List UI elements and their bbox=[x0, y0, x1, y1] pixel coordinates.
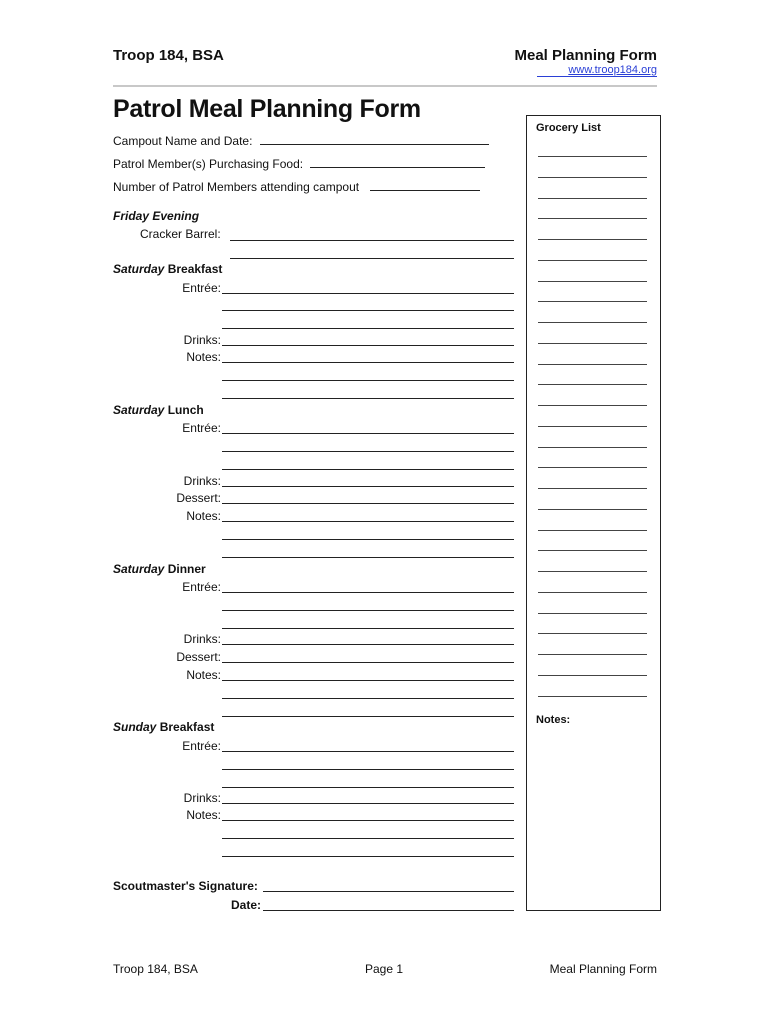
entree-label: Entrée: bbox=[182, 421, 221, 435]
header-form-name: Meal Planning Form bbox=[514, 47, 657, 64]
entree-line[interactable] bbox=[222, 469, 514, 470]
purchasing-label: Patrol Member(s) Purchasing Food: bbox=[113, 157, 304, 171]
grocery-line[interactable] bbox=[538, 447, 647, 448]
section-friday-evening: Friday Evening bbox=[113, 209, 200, 223]
campout-blank[interactable] bbox=[260, 133, 489, 145]
grocery-line[interactable] bbox=[538, 322, 647, 323]
notes-label: Notes: bbox=[186, 350, 221, 364]
dessert-line[interactable] bbox=[222, 662, 514, 663]
notes-line[interactable] bbox=[222, 698, 514, 699]
signature-date-label: Date: bbox=[231, 898, 262, 912]
grocery-line[interactable] bbox=[538, 633, 647, 634]
section-sunday-breakfast: Sunday Breakfast bbox=[113, 720, 215, 734]
notes-line[interactable] bbox=[222, 838, 514, 839]
notes-line[interactable] bbox=[222, 521, 514, 522]
grocery-list-title: Grocery List bbox=[536, 122, 601, 134]
notes-label: Notes: bbox=[186, 509, 221, 523]
section-saturday-lunch: Saturday Lunch bbox=[113, 403, 204, 417]
grocery-line[interactable] bbox=[538, 550, 647, 551]
dessert-label: Dessert: bbox=[176, 491, 221, 505]
page-title: Patrol Meal Planning Form bbox=[113, 95, 421, 123]
notes-line[interactable] bbox=[222, 856, 514, 857]
entree-label: Entrée: bbox=[182, 580, 221, 594]
entree-line[interactable] bbox=[222, 433, 514, 434]
header-url-link[interactable]: www.troop184.org bbox=[537, 64, 657, 77]
attending-label: Number of Patrol Members attending campout bbox=[113, 180, 360, 194]
notes-line[interactable] bbox=[222, 820, 514, 821]
entree-line[interactable] bbox=[222, 310, 514, 311]
grocery-line[interactable] bbox=[538, 156, 647, 157]
drinks-label: Drinks: bbox=[183, 791, 221, 805]
entree-line[interactable] bbox=[222, 610, 514, 611]
grocery-line[interactable] bbox=[538, 301, 647, 302]
grocery-line[interactable] bbox=[538, 613, 647, 614]
grocery-line[interactable] bbox=[538, 343, 647, 344]
dessert-label: Dessert: bbox=[176, 650, 221, 664]
grocery-line[interactable] bbox=[538, 198, 647, 199]
grocery-list-box bbox=[526, 115, 661, 911]
footer-form-name: Meal Planning Form bbox=[549, 962, 657, 976]
entree-line[interactable] bbox=[222, 769, 514, 770]
notes-label: Notes: bbox=[186, 808, 221, 822]
grocery-line[interactable] bbox=[538, 384, 647, 385]
grocery-line[interactable] bbox=[538, 281, 647, 282]
notes-label: Notes: bbox=[186, 668, 221, 682]
grocery-line[interactable] bbox=[538, 592, 647, 593]
signature-label: Scoutmaster's Signature: bbox=[113, 879, 258, 893]
grocery-line[interactable] bbox=[538, 654, 647, 655]
section-saturday-breakfast: Saturday Breakfast bbox=[113, 262, 223, 276]
notes-line[interactable] bbox=[222, 716, 514, 717]
dessert-line[interactable] bbox=[222, 503, 514, 504]
grocery-line[interactable] bbox=[538, 696, 647, 697]
grocery-line[interactable] bbox=[538, 509, 647, 510]
entree-line[interactable] bbox=[222, 787, 514, 788]
signature-line[interactable] bbox=[263, 891, 514, 892]
notes-line[interactable] bbox=[222, 557, 514, 558]
grocery-line[interactable] bbox=[538, 488, 647, 489]
grocery-line[interactable] bbox=[538, 675, 647, 676]
notes-line[interactable] bbox=[222, 539, 514, 540]
drinks-line[interactable] bbox=[222, 345, 514, 346]
grocery-line[interactable] bbox=[538, 426, 647, 427]
notes-line[interactable] bbox=[222, 680, 514, 681]
purchasing-blank[interactable] bbox=[310, 156, 485, 168]
entree-line[interactable] bbox=[222, 592, 514, 593]
entree-line[interactable] bbox=[222, 451, 514, 452]
grocery-notes-label: Notes: bbox=[536, 714, 571, 726]
header-troop: Troop 184, BSA bbox=[113, 47, 224, 64]
footer-troop: Troop 184, BSA bbox=[113, 962, 198, 976]
drinks-line[interactable] bbox=[222, 486, 514, 487]
campout-field bbox=[113, 133, 489, 148]
section-saturday-dinner: Saturday Dinner bbox=[113, 562, 206, 576]
cracker-barrel-line[interactable] bbox=[230, 240, 514, 241]
attending-blank[interactable] bbox=[370, 179, 480, 191]
grocery-line[interactable] bbox=[538, 218, 647, 219]
entree-label: Entrée: bbox=[182, 281, 221, 295]
entree-line[interactable] bbox=[222, 628, 514, 629]
grocery-line[interactable] bbox=[538, 467, 647, 468]
grocery-line[interactable] bbox=[538, 177, 647, 178]
footer-page-number: Page 1 bbox=[365, 962, 404, 976]
cracker-barrel-label: Cracker Barrel: bbox=[140, 227, 221, 241]
grocery-line[interactable] bbox=[538, 364, 647, 365]
header-divider bbox=[113, 85, 657, 87]
notes-line[interactable] bbox=[222, 398, 514, 399]
entree-label: Entrée: bbox=[182, 739, 221, 753]
cracker-barrel-line[interactable] bbox=[230, 258, 514, 259]
signature-date-line[interactable] bbox=[263, 910, 514, 911]
campout-label: Campout Name and Date: bbox=[113, 134, 253, 148]
grocery-line[interactable] bbox=[538, 405, 647, 406]
drinks-label: Drinks: bbox=[183, 474, 221, 488]
purchasing-field bbox=[113, 156, 485, 171]
grocery-line[interactable] bbox=[538, 571, 647, 572]
notes-line[interactable] bbox=[222, 362, 514, 363]
attending-field bbox=[113, 179, 480, 194]
entree-line[interactable] bbox=[222, 751, 514, 752]
grocery-line[interactable] bbox=[538, 239, 647, 240]
drinks-line[interactable] bbox=[222, 644, 514, 645]
grocery-line[interactable] bbox=[538, 260, 647, 261]
drinks-label: Drinks: bbox=[183, 333, 221, 347]
drinks-line[interactable] bbox=[222, 803, 514, 804]
entree-line[interactable] bbox=[222, 293, 514, 294]
grocery-line[interactable] bbox=[538, 530, 647, 531]
drinks-label: Drinks: bbox=[183, 632, 221, 646]
entree-line[interactable] bbox=[222, 328, 514, 329]
notes-line[interactable] bbox=[222, 380, 514, 381]
